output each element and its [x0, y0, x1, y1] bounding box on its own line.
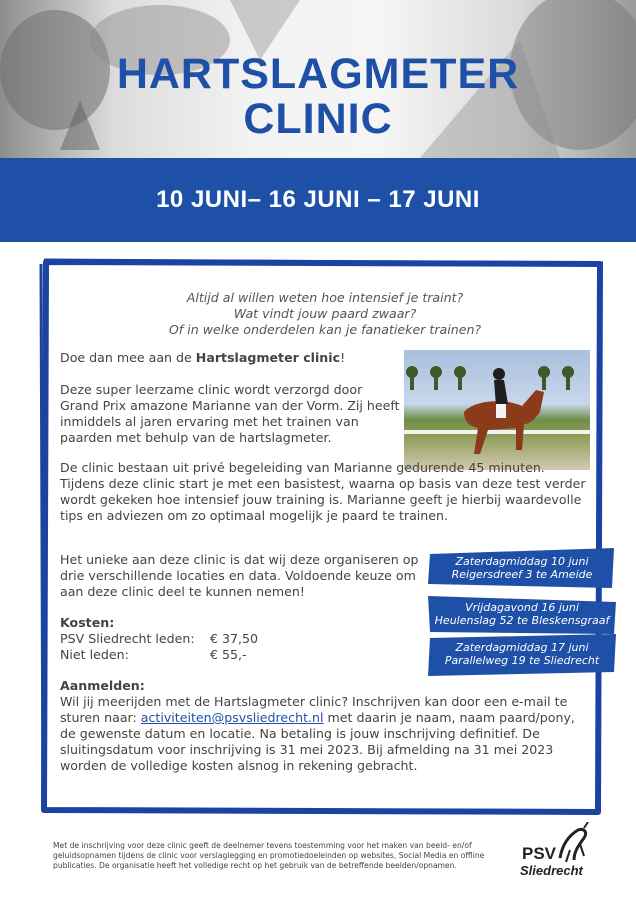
psv-sliedrecht-logo: [518, 822, 598, 882]
email-link[interactable]: activiteiten@psvsliedrecht.nl: [140, 710, 324, 725]
paragraph-locations: Het unieke aan deze clinic is dat wij deze organiseren op drie verschillende locaties en data. Voldoende keuze om aan deze clinic deel te kunnen nemen!: [60, 552, 419, 599]
location-3-date: Zaterdagmiddag 17 juni: [455, 641, 589, 654]
title-line-1: HARTSLAGMETER: [116, 50, 520, 98]
location-2-date: Vrijdagavond 16 juni: [465, 601, 579, 614]
location-3-address: Parallelweg 19 te Sliedrecht: [444, 654, 600, 667]
paragraph-instructor: Deze super leerzame clinic wordt verzorgd door Grand Prix amazone Marianne van der Vorm. Zij heeft inmiddels al jaren ervaring met het trainen van paarden met behulp van de hartslagmeter.: [60, 382, 400, 445]
logo-psv: PSV: [522, 844, 557, 863]
location-1-address: Reigersdreef 3 te Ameide: [451, 568, 593, 581]
signup-text-pre: Wil jij meerijden met de Hartslagmeter clinic? Inschrijven kan door een e-mail te sturen naar:: [60, 694, 568, 725]
title-line-2: CLINIC: [243, 95, 393, 143]
cost-row-non-members: [60, 647, 590, 663]
intro-line-3: Of in welke onderdelen kan je fanatieker trainen?: [168, 322, 482, 337]
dates-banner: 10 JUNI– 16 JUNI – 17 JUNI: [0, 158, 636, 242]
location-2-address: Heulenslag 52 te Bleskensgraaf: [434, 614, 610, 627]
location-1-date: Zaterdagmiddag 10 juni: [455, 555, 589, 568]
cost-label: Niet leden:: [60, 647, 129, 662]
intro-questions: [60, 290, 590, 338]
horse-rider-image: [404, 350, 590, 470]
cost-price: € 37,50: [210, 631, 259, 646]
invite-text: Doe dan mee aan de: [60, 350, 196, 365]
cost-price: € 55,-: [210, 647, 247, 662]
location-tag-1: [428, 548, 616, 590]
cost-row-members: [60, 631, 590, 647]
signup-text-post: met daarin je naam, naam paard/pony, de gewenste datum en locatie. Na betaling is jouw inschrijving definitief. De sluitingsdatum voor inschrijving is 31 mei 2023. Bij afmelding na 31 mei 2023 worden de volledige kosten alsnog in rekening gebracht.: [60, 710, 575, 773]
invite-clinic-name: Hartslagmeter clinic: [195, 350, 341, 365]
paragraph-clinic-details: De clinic bestaan uit privé begeleiding van Marianne gedurende 45 minuten. Tijdens deze clinic start je met een basistest, waarna op basis van deze test verder wordt gekeken hoe intensief jouw training is. Marianne geeft je hierbij waardevolle tips en adviezen om zo optimaal mogelijk je paard te trainen.: [60, 460, 586, 523]
signup-heading: Aanmelden:: [60, 678, 145, 693]
logo-place: Sliedrecht: [520, 863, 583, 878]
intro-line-2: Wat vindt jouw paard zwaar?: [233, 306, 417, 321]
dressage-photo: [404, 350, 590, 470]
costs-section: [60, 615, 590, 663]
consent-note: Met de inschrijving voor deze clinic geeft de deelnemer tevens toestemming voor het maken van beeld- en/of geluidsopnamen tijdens de clinic voor verslaglegging en promotiedoeleinden op websites, Social Media en offline publicaties. De organisatie heeft het volledige recht op het gebruik van de betreffende beelden/opnamen.: [53, 841, 485, 870]
invite-exclaim: !: [340, 350, 346, 365]
intro-line-1: Altijd al willen weten hoe intensief je traint?: [186, 290, 464, 305]
signup-text: [60, 694, 590, 774]
signup-section: [60, 678, 590, 774]
costs-heading: Kosten:: [60, 615, 115, 630]
cost-label: PSV Sliedrecht leden:: [60, 631, 195, 646]
